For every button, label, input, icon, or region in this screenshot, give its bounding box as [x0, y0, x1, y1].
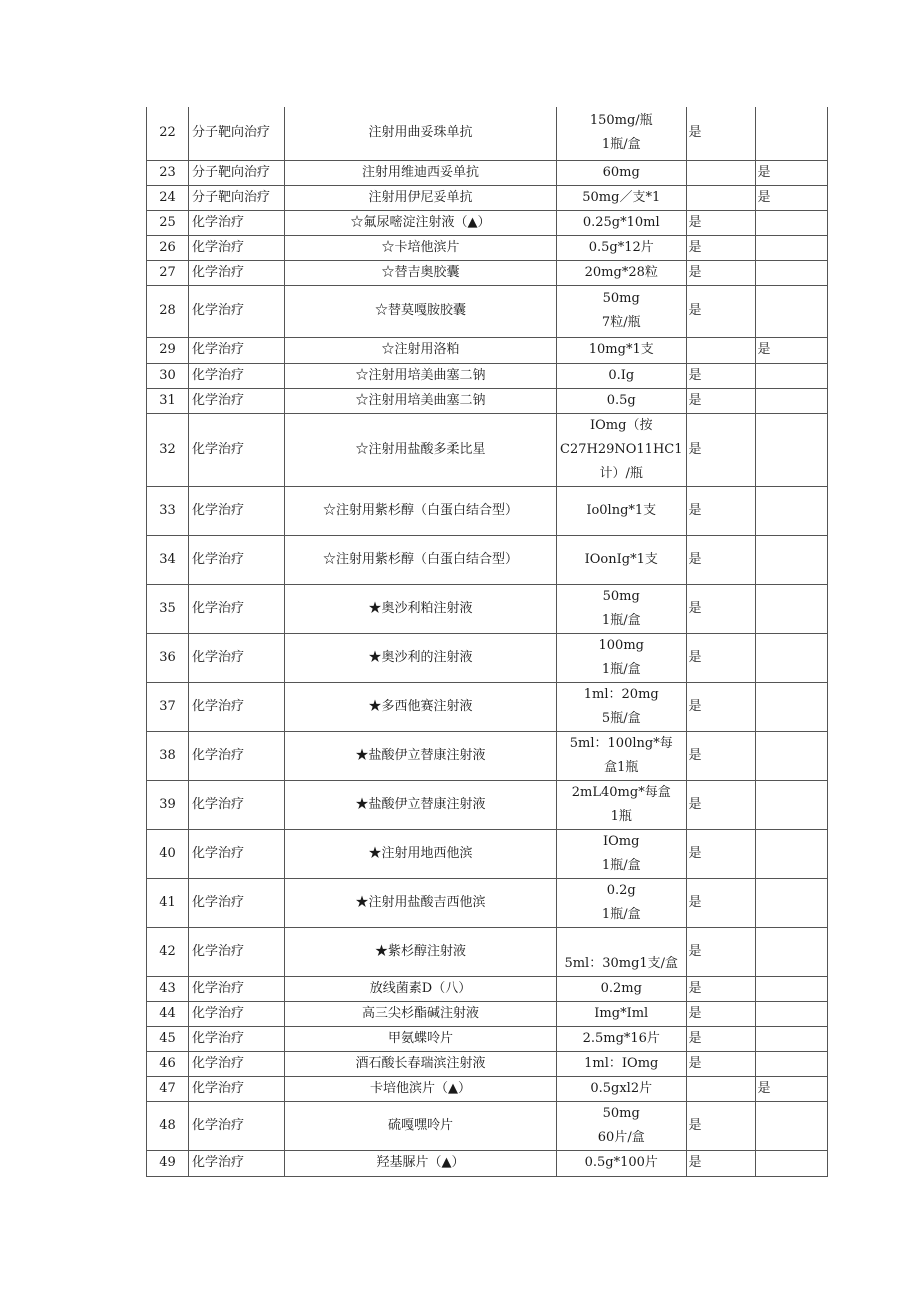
therapy-category: 化学治疗 — [189, 780, 285, 829]
mark-column-2 — [755, 413, 827, 486]
row-number: 49 — [147, 1150, 189, 1176]
table-row — [147, 185, 828, 210]
table-row — [147, 633, 828, 682]
row-number: 46 — [147, 1051, 189, 1076]
mark-column-2 — [755, 1001, 827, 1026]
mark-column-2 — [755, 1051, 827, 1076]
drug-name: 羟基脲片（▲） — [285, 1150, 557, 1176]
drug-name: 注射用维迪西妥单抗 — [285, 160, 557, 185]
drug-name: ★注射用盐酸吉西他滨 — [285, 878, 557, 927]
drug-spec: 0.5g — [557, 388, 687, 413]
therapy-category: 化学治疗 — [189, 1001, 285, 1026]
row-number: 25 — [147, 210, 189, 235]
therapy-category: 化学治疗 — [189, 1051, 285, 1076]
therapy-category: 化学治疗 — [189, 976, 285, 1001]
drug-name: 注射用伊尼妥单抗 — [285, 185, 557, 210]
mark-column-2 — [755, 682, 827, 731]
drug-spec: 100mg 1瓶/盒 — [557, 633, 687, 682]
therapy-category: 化学治疗 — [189, 1076, 285, 1101]
drug-name: ★多西他赛注射液 — [285, 682, 557, 731]
drug-spec: 0.Ig — [557, 363, 687, 388]
drug-name: ☆注射用培美曲塞二钠 — [285, 388, 557, 413]
table-row — [147, 260, 828, 285]
mark-column-1: 是 — [686, 1026, 755, 1051]
therapy-category: 化学治疗 — [189, 731, 285, 780]
mark-column-1: 是 — [686, 633, 755, 682]
drug-name: ★紫杉醇注射液 — [285, 927, 557, 976]
row-number: 33 — [147, 486, 189, 535]
mark-column-2 — [755, 285, 827, 337]
mark-column-1: 是 — [686, 584, 755, 633]
drug-spec: 0.5g*100片 — [557, 1150, 687, 1176]
mark-column-2 — [755, 1101, 827, 1150]
drug-list-table-wrapper — [146, 107, 828, 1177]
therapy-category: 化学治疗 — [189, 1101, 285, 1150]
table-row — [147, 160, 828, 185]
table-row — [147, 486, 828, 535]
table-row — [147, 829, 828, 878]
drug-name: ★奥沙利的注射液 — [285, 633, 557, 682]
row-number: 29 — [147, 337, 189, 363]
table-row — [147, 584, 828, 633]
drug-name: 甲氨蝶呤片 — [285, 1026, 557, 1051]
drug-name: ☆注射用盐酸多柔比星 — [285, 413, 557, 486]
mark-column-1: 是 — [686, 780, 755, 829]
table-row — [147, 1026, 828, 1051]
mark-column-2 — [755, 584, 827, 633]
therapy-category: 化学治疗 — [189, 210, 285, 235]
row-number: 42 — [147, 927, 189, 976]
therapy-category: 分子靶向治疗 — [189, 185, 285, 210]
table-row — [147, 927, 828, 976]
table-row — [147, 682, 828, 731]
mark-column-2 — [755, 976, 827, 1001]
table-row — [147, 1051, 828, 1076]
table-row — [147, 878, 828, 927]
mark-column-1: 是 — [686, 731, 755, 780]
drug-name: 高三尖杉酯碱注射液 — [285, 1001, 557, 1026]
mark-column-1 — [686, 160, 755, 185]
therapy-category: 化学治疗 — [189, 285, 285, 337]
drug-spec: 2.5mg*16片 — [557, 1026, 687, 1051]
drug-spec: 0.5g*12片 — [557, 235, 687, 260]
row-number: 31 — [147, 388, 189, 413]
drug-spec: IOmg（按 C27H29NO11HC1 计）/瓶 — [557, 413, 687, 486]
mark-column-1: 是 — [686, 388, 755, 413]
mark-column-2 — [755, 731, 827, 780]
row-number: 39 — [147, 780, 189, 829]
row-number: 24 — [147, 185, 189, 210]
row-number: 34 — [147, 535, 189, 584]
row-number: 45 — [147, 1026, 189, 1051]
drug-name: ☆氟尿嘧淀注射液（▲） — [285, 210, 557, 235]
mark-column-2 — [755, 486, 827, 535]
mark-column-2 — [755, 878, 827, 927]
drug-spec: 150mg/瓶 1瓶/盒 — [557, 107, 687, 160]
mark-column-2: 是 — [755, 337, 827, 363]
drug-spec: 0.5gxl2片 — [557, 1076, 687, 1101]
drug-spec: 0.2g 1瓶/盒 — [557, 878, 687, 927]
row-number: 28 — [147, 285, 189, 337]
mark-column-1: 是 — [686, 1051, 755, 1076]
mark-column-1 — [686, 337, 755, 363]
row-number: 36 — [147, 633, 189, 682]
drug-name: ★盐酸伊立替康注射液 — [285, 780, 557, 829]
drug-name: ☆替莫嘎胺胶囊 — [285, 285, 557, 337]
mark-column-1: 是 — [686, 413, 755, 486]
therapy-category: 化学治疗 — [189, 363, 285, 388]
therapy-category: 化学治疗 — [189, 235, 285, 260]
table-row — [147, 1076, 828, 1101]
table-row — [147, 976, 828, 1001]
mark-column-1: 是 — [686, 486, 755, 535]
mark-column-1: 是 — [686, 260, 755, 285]
drug-spec: 10mg*1支 — [557, 337, 687, 363]
row-number: 38 — [147, 731, 189, 780]
therapy-category: 化学治疗 — [189, 486, 285, 535]
drug-name: 放线菌素D（八） — [285, 976, 557, 1001]
mark-column-2 — [755, 210, 827, 235]
therapy-category: 化学治疗 — [189, 878, 285, 927]
drug-spec: 0.25g*10ml — [557, 210, 687, 235]
table-row — [147, 107, 828, 160]
mark-column-1: 是 — [686, 976, 755, 1001]
mark-column-1: 是 — [686, 535, 755, 584]
drug-spec: Io0lng*1支 — [557, 486, 687, 535]
mark-column-1 — [686, 185, 755, 210]
table-row — [147, 780, 828, 829]
mark-column-1: 是 — [686, 363, 755, 388]
drug-spec: 50mg 7粒/瓶 — [557, 285, 687, 337]
mark-column-2 — [755, 260, 827, 285]
row-number: 40 — [147, 829, 189, 878]
row-number: 41 — [147, 878, 189, 927]
table-row — [147, 337, 828, 363]
mark-column-1: 是 — [686, 107, 755, 160]
therapy-category: 化学治疗 — [189, 1150, 285, 1176]
mark-column-1: 是 — [686, 210, 755, 235]
therapy-category: 化学治疗 — [189, 682, 285, 731]
table-row — [147, 363, 828, 388]
drug-spec: 1ml：20mg 5瓶/盒 — [557, 682, 687, 731]
therapy-category: 化学治疗 — [189, 1026, 285, 1051]
table-row — [147, 285, 828, 337]
drug-name: ★注射用地西他滨 — [285, 829, 557, 878]
mark-column-2 — [755, 235, 827, 260]
mark-column-1: 是 — [686, 1150, 755, 1176]
drug-name: 酒石酸长春瑞滨注射液 — [285, 1051, 557, 1076]
therapy-category: 分子靶向治疗 — [189, 107, 285, 160]
therapy-category: 化学治疗 — [189, 535, 285, 584]
row-number: 47 — [147, 1076, 189, 1101]
table-row — [147, 535, 828, 584]
drug-spec: 5ml：100lng*每 盒1瓶 — [557, 731, 687, 780]
table-row — [147, 235, 828, 260]
mark-column-1: 是 — [686, 1001, 755, 1026]
row-number: 26 — [147, 235, 189, 260]
drug-name: 注射用曲妥珠单抗 — [285, 107, 557, 160]
mark-column-2 — [755, 1026, 827, 1051]
drug-list-table — [146, 107, 828, 1177]
mark-column-1 — [686, 1076, 755, 1101]
drug-spec: IOmg 1瓶/盒 — [557, 829, 687, 878]
drug-spec: 0.2mg — [557, 976, 687, 1001]
mark-column-2 — [755, 927, 827, 976]
mark-column-1: 是 — [686, 285, 755, 337]
row-number: 30 — [147, 363, 189, 388]
drug-name: ★奥沙利粕注射液 — [285, 584, 557, 633]
therapy-category: 化学治疗 — [189, 260, 285, 285]
drug-name: ☆注射用紫杉醇（白蛋白结合型） — [285, 535, 557, 584]
drug-spec: 1ml：IOmg — [557, 1051, 687, 1076]
therapy-category: 化学治疗 — [189, 633, 285, 682]
therapy-category: 化学治疗 — [189, 413, 285, 486]
row-number: 35 — [147, 584, 189, 633]
mark-column-2 — [755, 633, 827, 682]
mark-column-1: 是 — [686, 1101, 755, 1150]
mark-column-2: 是 — [755, 185, 827, 210]
table-row — [147, 413, 828, 486]
drug-spec: 50mg 1瓶/盒 — [557, 584, 687, 633]
table-row — [147, 1150, 828, 1176]
mark-column-2: 是 — [755, 1076, 827, 1101]
mark-column-2 — [755, 535, 827, 584]
row-number: 48 — [147, 1101, 189, 1150]
mark-column-2 — [755, 107, 827, 160]
drug-name: ☆卡培他滨片 — [285, 235, 557, 260]
drug-name: ☆注射用洛粕 — [285, 337, 557, 363]
mark-column-2 — [755, 780, 827, 829]
drug-name: 硫嘎嘿呤片 — [285, 1101, 557, 1150]
row-number: 37 — [147, 682, 189, 731]
table-row — [147, 1101, 828, 1150]
therapy-category: 化学治疗 — [189, 584, 285, 633]
row-number: 32 — [147, 413, 189, 486]
drug-spec: 60mg — [557, 160, 687, 185]
mark-column-2 — [755, 388, 827, 413]
drug-name: ☆替吉奥胶囊 — [285, 260, 557, 285]
drug-name: ★盐酸伊立替康注射液 — [285, 731, 557, 780]
row-number: 43 — [147, 976, 189, 1001]
mark-column-1: 是 — [686, 235, 755, 260]
therapy-category: 化学治疗 — [189, 927, 285, 976]
therapy-category: 化学治疗 — [189, 829, 285, 878]
row-number: 23 — [147, 160, 189, 185]
row-number: 44 — [147, 1001, 189, 1026]
drug-table-body — [147, 107, 828, 1176]
mark-column-1: 是 — [686, 927, 755, 976]
mark-column-2 — [755, 363, 827, 388]
row-number: 22 — [147, 107, 189, 160]
row-number: 27 — [147, 260, 189, 285]
mark-column-2 — [755, 829, 827, 878]
drug-spec: 50mg／支*1 — [557, 185, 687, 210]
mark-column-2 — [755, 1150, 827, 1176]
drug-spec: 50mg 60片/盒 — [557, 1101, 687, 1150]
drug-spec: IOonIg*1支 — [557, 535, 687, 584]
therapy-category: 分子靶向治疗 — [189, 160, 285, 185]
drug-name: ☆注射用培美曲塞二钠 — [285, 363, 557, 388]
drug-spec: 5ml：30mg1支/盒 — [557, 927, 687, 976]
mark-column-1: 是 — [686, 829, 755, 878]
drug-spec: Img*Iml — [557, 1001, 687, 1026]
mark-column-2: 是 — [755, 160, 827, 185]
table-row — [147, 1001, 828, 1026]
therapy-category: 化学治疗 — [189, 337, 285, 363]
table-row — [147, 388, 828, 413]
mark-column-1: 是 — [686, 878, 755, 927]
table-row — [147, 210, 828, 235]
therapy-category: 化学治疗 — [189, 388, 285, 413]
drug-spec: 2mL40mg*每盒 1瓶 — [557, 780, 687, 829]
mark-column-1: 是 — [686, 682, 755, 731]
table-row — [147, 731, 828, 780]
drug-spec: 20mg*28粒 — [557, 260, 687, 285]
drug-name: ☆注射用紫杉醇（白蛋白结合型） — [285, 486, 557, 535]
drug-name: 卡培他滨片（▲） — [285, 1076, 557, 1101]
